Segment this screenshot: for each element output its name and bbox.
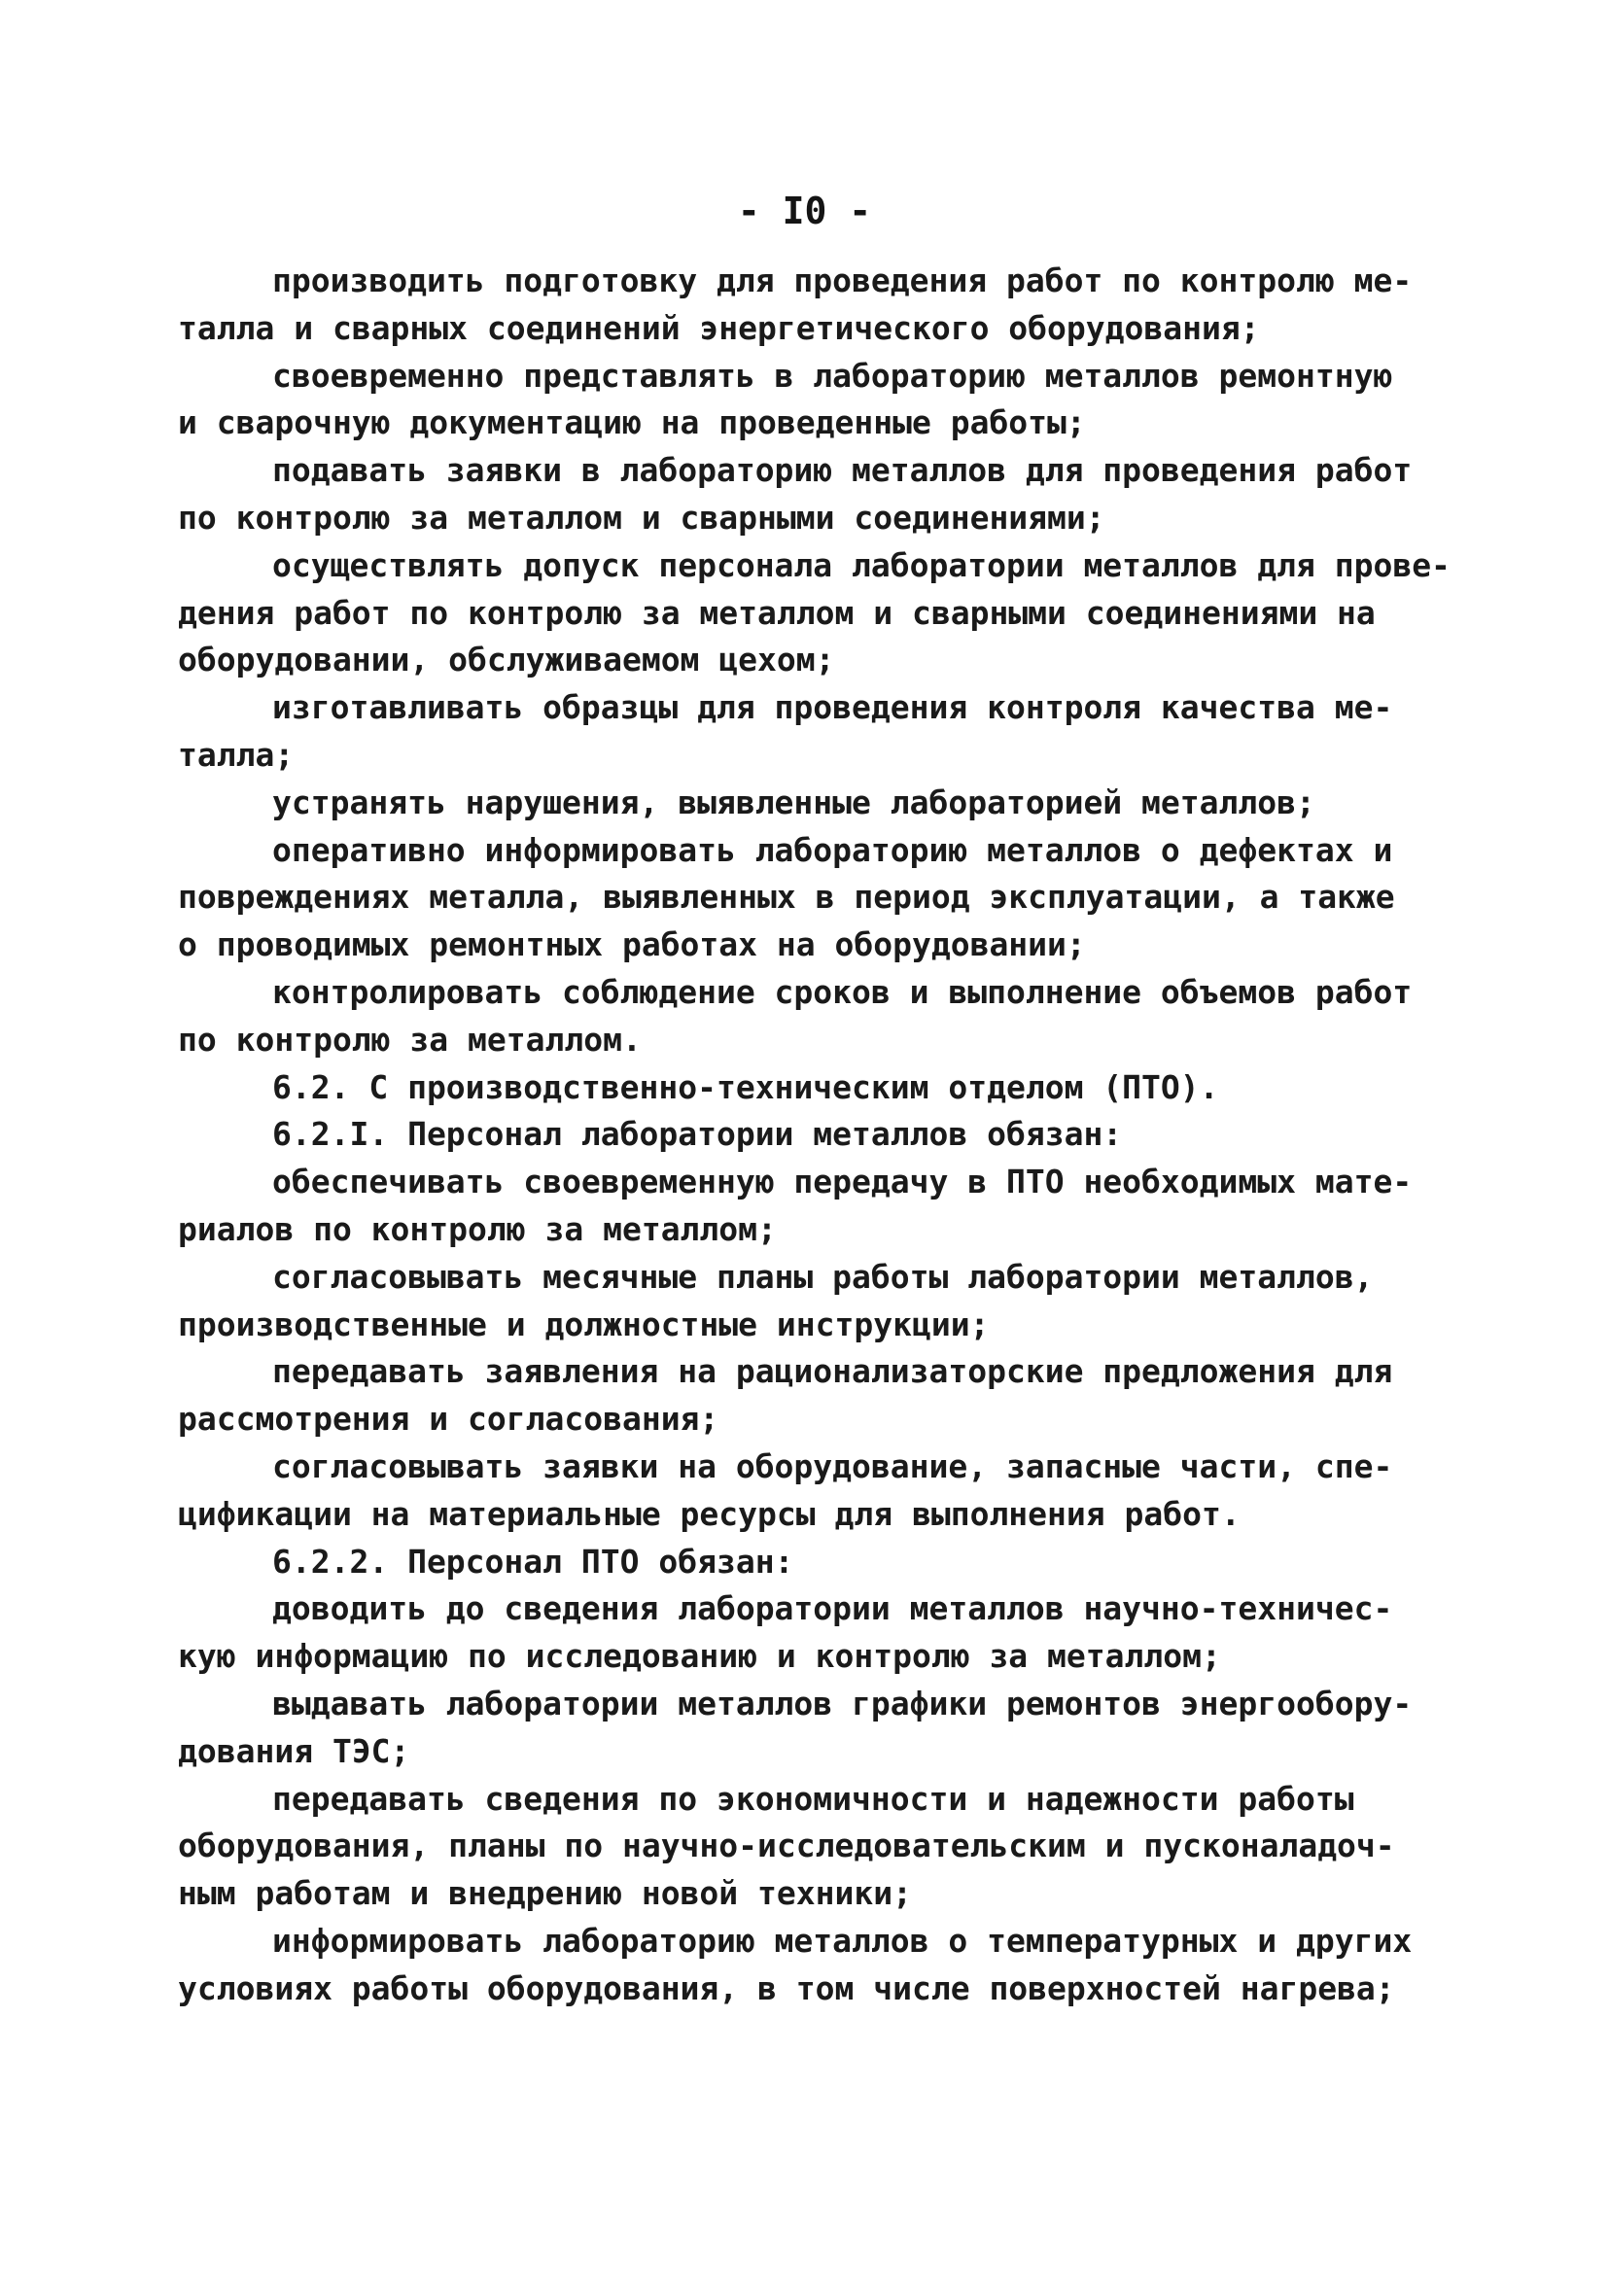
text-line: талла;	[178, 735, 295, 774]
text-line: 6.2. С производственно-техническим отделом (ПТО).	[272, 1067, 1219, 1106]
text-line: и сварочную документацию на проведенные работы;	[178, 403, 1086, 442]
text-line: риалов по контролю за металлом;	[178, 1209, 777, 1248]
text-line: устранять нарушения, выявленные лабораторией металлов;	[272, 783, 1315, 821]
text-line: по контролю за металлом и сварными соединениями;	[178, 498, 1105, 537]
text-line: информировать лабораторию металлов о температурных и других	[272, 1921, 1413, 1960]
text-line: передавать заявления на рационализаторские предложения для	[272, 1352, 1393, 1391]
text-line: доводить до сведения лаборатории металлов научно-техничес-	[272, 1589, 1393, 1628]
text-line: оборудования, планы по научно-исследовательским и пусконаладоч-	[178, 1826, 1395, 1865]
text-line: дования ТЭС;	[178, 1731, 410, 1770]
body-text	[178, 258, 1461, 2012]
text-line: осуществлять допуск персонала лаборатории металлов для прове-	[272, 545, 1451, 584]
text-line: о проводимых ремонтных работах на оборудовании;	[178, 925, 1086, 964]
text-line: изготавливать образцы для проведения контроля качества ме-	[272, 688, 1393, 727]
text-line: талла и сварных соединений энергетического оборудования;	[178, 308, 1260, 347]
text-line: оборудовании, обслуживаемом цехом;	[178, 641, 835, 679]
text-line: согласовывать месячные планы работы лаборатории металлов,	[272, 1257, 1374, 1296]
text-line: условиях работы оборудования, в том числе поверхностей нагрева;	[178, 1968, 1395, 2007]
text-line: производственные и должностные инструкции;	[178, 1305, 990, 1343]
text-line: подавать заявки в лабораторию металлов для проведения работ	[272, 451, 1413, 490]
text-line: передавать сведения по экономичности и надежности работы	[272, 1779, 1354, 1818]
text-line: дения работ по контролю за металлом и сварными соединениями на	[178, 593, 1376, 632]
text-line: контролировать соблюдение сроков и выполнение объемов работ	[272, 972, 1413, 1011]
text-line: кую информацию по исследованию и контролю за металлом;	[178, 1637, 1221, 1676]
text-line: выдавать лаборатории металлов графики ремонтов энергообору-	[272, 1684, 1413, 1722]
text-line: согласовывать заявки на оборудование, запасные части, спе-	[272, 1446, 1393, 1485]
text-line: по контролю за металлом.	[178, 1020, 642, 1059]
text-line: 6.2.2. Персонал ПТО обязан:	[272, 1542, 794, 1581]
text-line: 6.2.I. Персонал лаборатории металлов обязан:	[272, 1115, 1123, 1154]
text-line: производить подготовку для проведения работ по контролю ме-	[272, 261, 1413, 299]
text-line: обеспечивать своевременную передачу в ПТО необходимых мате-	[272, 1163, 1413, 1201]
text-line: ным работам и внедрению новой техники;	[178, 1874, 912, 1913]
page-number: - I0 -	[737, 190, 872, 232]
text-line: цификации на материальные ресурсы для выполнения работ.	[178, 1494, 1241, 1533]
text-line: оперативно информировать лабораторию металлов о дефектах и	[272, 830, 1393, 869]
text-line: рассмотрения и согласования;	[178, 1400, 719, 1439]
text-line: своевременно представлять в лабораторию металлов ремонтную	[272, 356, 1393, 395]
text-line: повреждениях металла, выявленных в период эксплуатации, а также	[178, 878, 1395, 917]
